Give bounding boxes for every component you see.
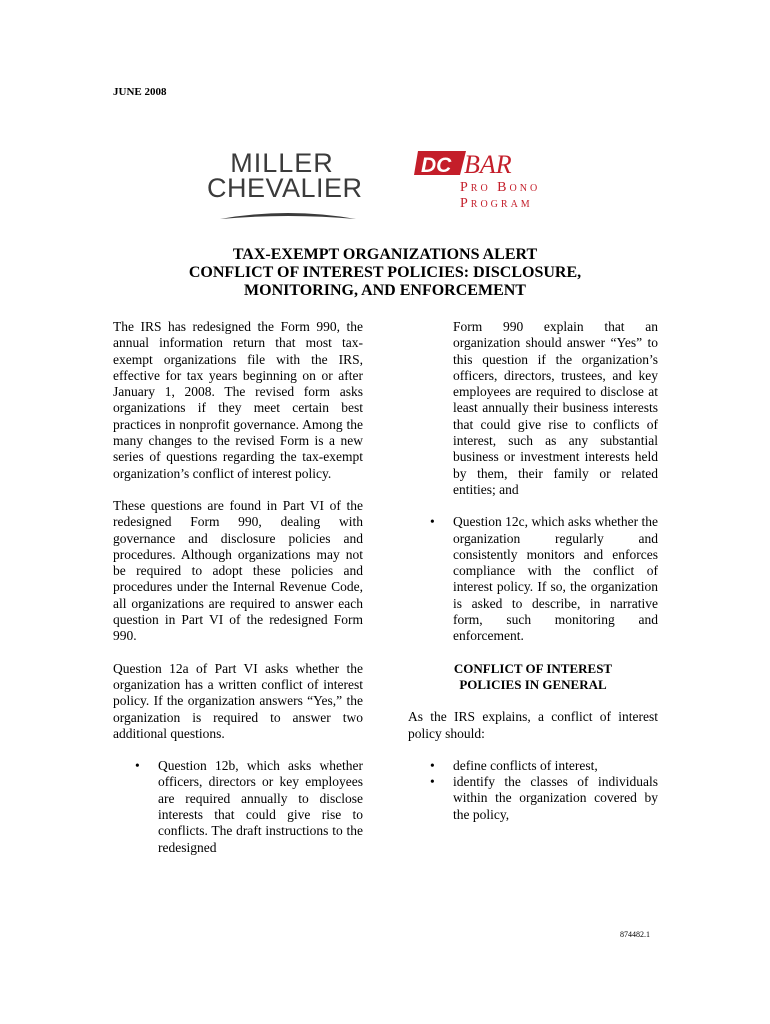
- questions-list: [113, 758, 363, 856]
- alert-title: [0, 246, 770, 300]
- svg-text:BAR: BAR: [464, 150, 512, 179]
- section-heading: [408, 661, 658, 694]
- question-12b-continued: Form 990 explain that an organization should answer “Yes” to this question if the organization’s officers, directors, trustees, and key employees are required to disclose at least annually their business interests that could give rise to conflicts of interest, such as any substantial business or investment interests held by them, their family or related entities; and: [453, 319, 658, 497]
- left-column: [113, 319, 363, 856]
- question-12b-text: Question 12b, which asks whether officers, directors or key employees are required annually to disclose interests that could give rise to conflicts. The draft instructions to the redesigned: [158, 758, 363, 855]
- title-line2: CONFLICT OF INTEREST POLICIES: DISCLOSURE,: [188, 264, 582, 281]
- section-heading-line2: POLICIES IN GENERAL: [459, 676, 607, 692]
- question-12c-text: Question 12c, which asks whether the organization regularly and consistently monitors and enforces compliance with the conflict of interest policy. If so, the organization is asked to describe, in narrative form, such monitoring and enforcement.: [453, 514, 658, 644]
- intro-paragraph: The IRS has redesigned the Form 990, the annual information return that most tax-exempt organizations file with the IRS, effective for tax years beginning on or after January 1, 2008. The revised form asks organizations if they meet certain best practices in nonprofit governance. Among the many changes to the revised Form is a new series of questions regarding the tax-exempt organization’s conflict of interest policy.: [113, 319, 363, 481]
- list-item: [408, 514, 658, 644]
- questions-list-continued: [408, 514, 658, 644]
- part-vi-paragraph: These questions are found in Part VI of the redesigned Form 990, dealing with governance and disclosure policies and procedures. Although organizations may not be required to adopt these policies and procedures under the Internal Revenue Code, all organizations are required to answer each question in Part VI of the redesigned Form 990.: [113, 497, 363, 644]
- list-item: [408, 758, 658, 774]
- bullet-icon: •: [135, 758, 140, 774]
- question-12a-paragraph: Question 12a of Part VI asks whether the organization has a written conflict of interest policy. If the organization answers “Yes,” the organization is required to answer two additional questions.: [113, 660, 363, 741]
- bullet-icon: •: [430, 774, 435, 790]
- document-number: 874482.1: [620, 930, 650, 939]
- pro-bono-line: Pro Bono: [460, 180, 541, 195]
- firm-name-line1: MILLER: [230, 148, 334, 178]
- list-item-text: define conflicts of interest,: [453, 757, 598, 773]
- bullet-icon: •: [430, 757, 435, 773]
- policy-intro-paragraph: As the IRS explains, a conflict of interest policy should:: [408, 709, 658, 741]
- list-item: [408, 774, 658, 823]
- miller-chevalier-logo: [207, 148, 363, 210]
- policy-requirements-list: [408, 758, 658, 823]
- title-line3: MONITORING, AND ENFORCEMENT: [244, 282, 526, 299]
- firm-swoosh-graphic: [218, 209, 358, 223]
- title-line1: TAX-EXEMPT ORGANIZATIONS ALERT: [232, 246, 538, 263]
- bullet-icon: •: [430, 514, 435, 530]
- document-date: JUNE 2008: [113, 86, 167, 98]
- list-item: [113, 758, 363, 856]
- program-line: Program: [460, 196, 533, 211]
- pro-bono-program-text: [460, 180, 540, 212]
- right-column: [408, 319, 658, 823]
- list-item-text: identify the classes of individuals within the organization covered by the policy,: [453, 774, 658, 822]
- firm-name-line2: CHEVALIER: [207, 173, 363, 203]
- svg-text:DC: DC: [421, 154, 452, 177]
- section-heading-line1: CONFLICT OF INTEREST: [453, 660, 613, 676]
